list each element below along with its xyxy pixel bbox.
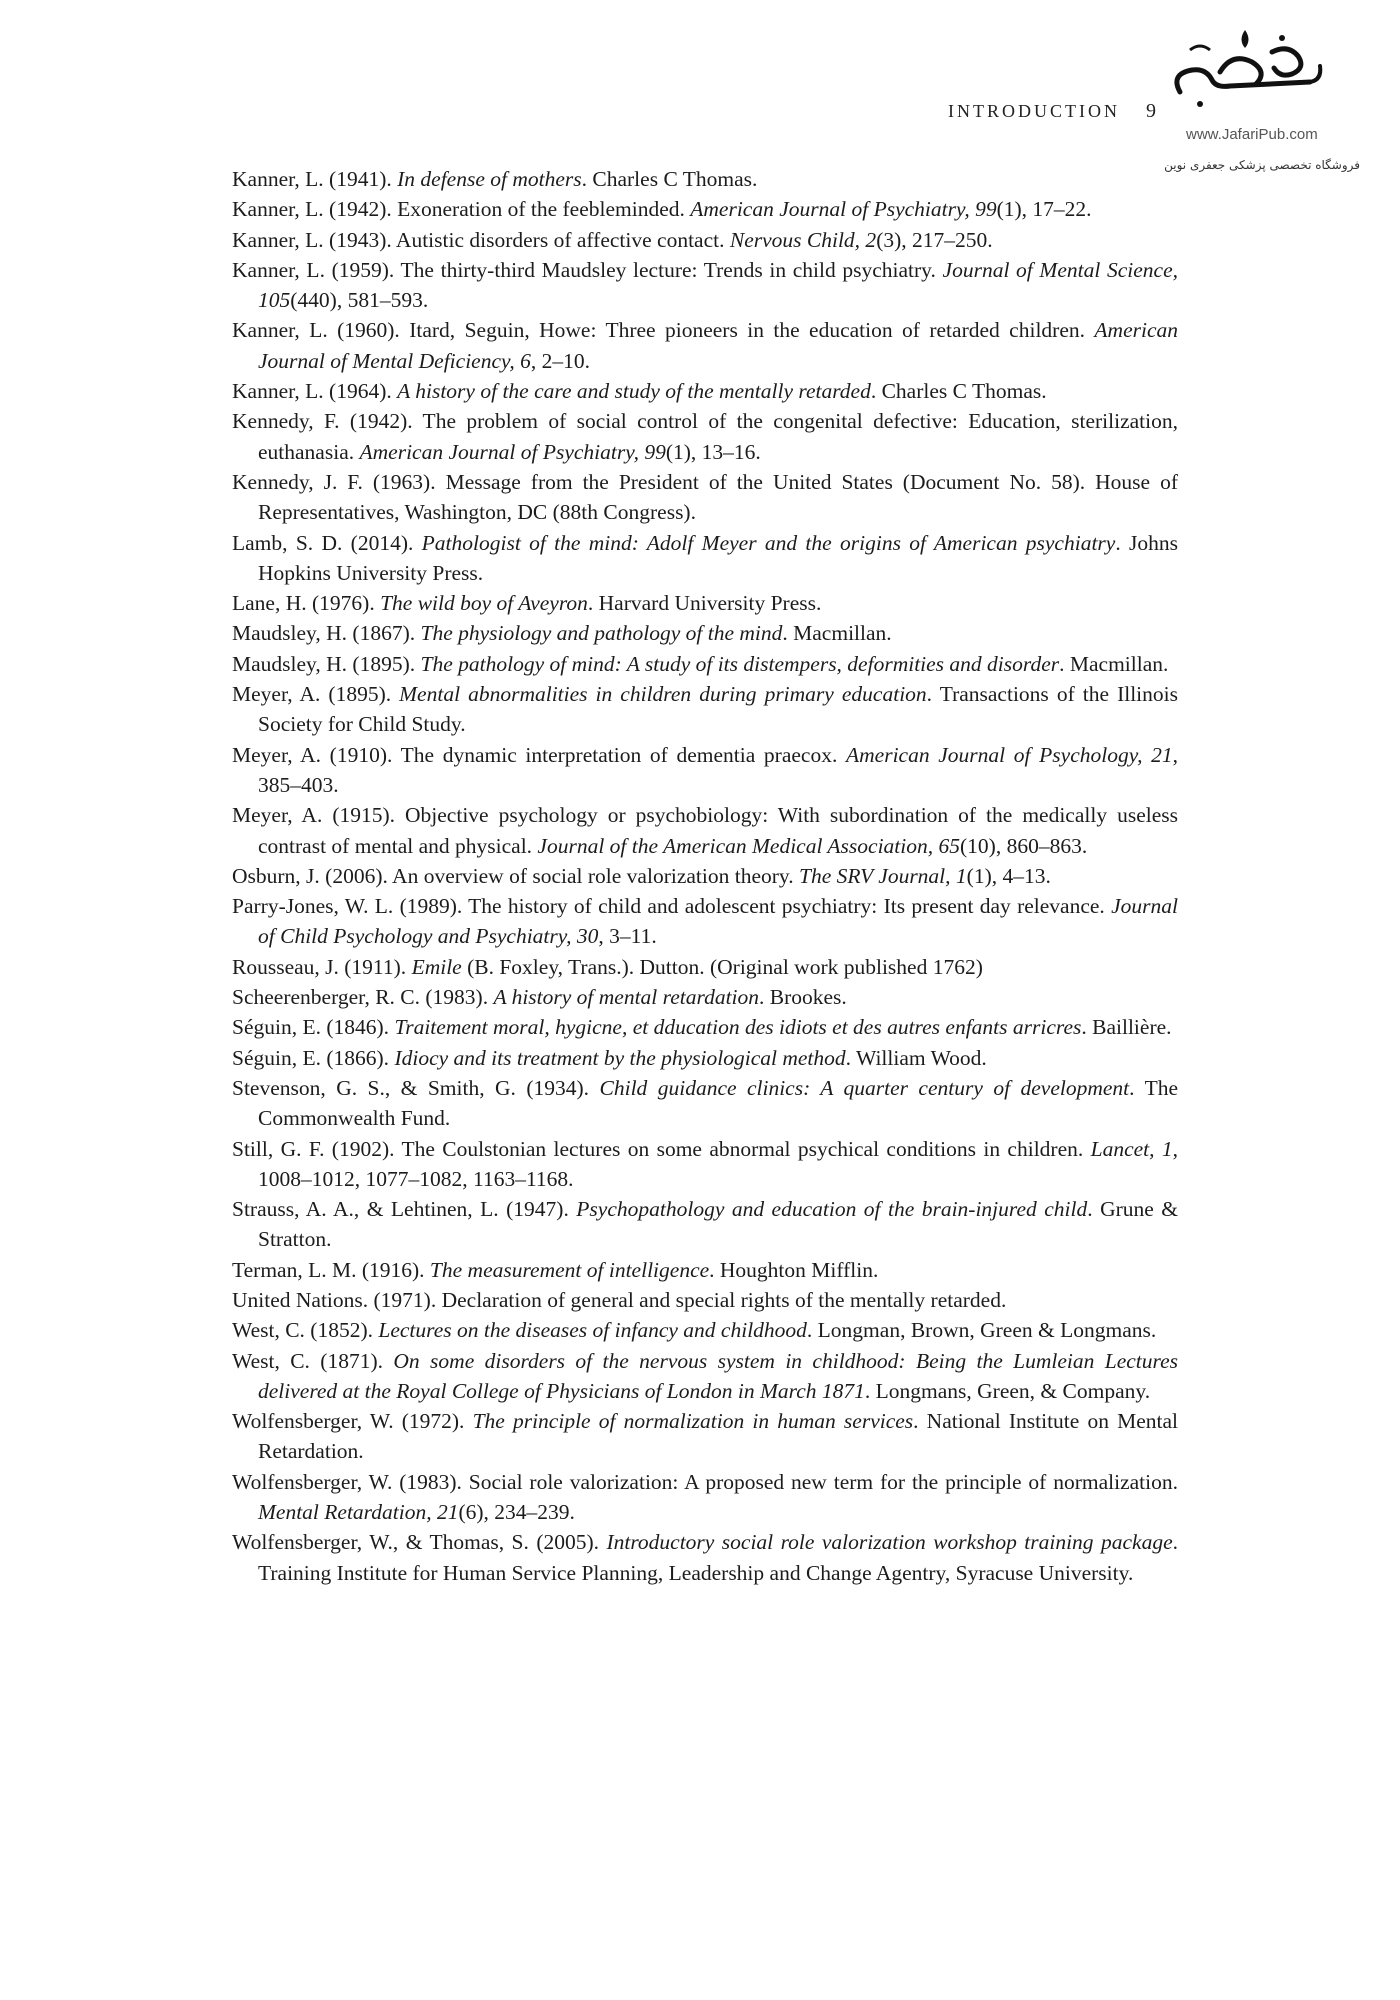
reference-text-tail: , 1008–1012, 1077–1082, 1163–1168. xyxy=(258,1136,1178,1191)
reference-text-tail: , 385–403. xyxy=(258,742,1179,797)
reference-text: Meyer, A. (1895). xyxy=(232,682,400,707)
reference-text: Osburn, J. (2006). An overview of social role valorization theory. xyxy=(232,863,800,888)
reference-entry xyxy=(232,649,1178,679)
reference-source-italic: Lectures on the diseases of infancy and childhood xyxy=(378,1318,807,1343)
reference-text-tail: (6), 234–239. xyxy=(458,1500,575,1525)
reference-text-tail: (1), 4–13. xyxy=(966,863,1051,888)
reference-entry xyxy=(232,528,1178,589)
reference-entry xyxy=(232,1315,1178,1345)
reference-entry xyxy=(232,588,1178,618)
reference-text: United Nations. (1971). Declaration of general and special rights of the mentally retarded. xyxy=(232,1287,1007,1312)
reference-text: West, C. (1852). xyxy=(232,1318,379,1343)
reference-text: Rousseau, J. (1911). xyxy=(232,954,412,979)
reference-text-tail: . Charles C Thomas. xyxy=(870,379,1047,404)
reference-text: Meyer, A. (1910). The dynamic interpretation of dementia praecox. xyxy=(232,742,846,767)
reference-source-italic: On some disorders of the nervous system in childhood: Being the Lumleian Lectures delivered at the Royal College of Physicians of London in March 1871 xyxy=(258,1348,1178,1403)
reference-source-italic: Idiocy and its treatment by the physiological method xyxy=(394,1045,846,1070)
reference-source-italic: Journal of Child Psychology and Psychiatry, 30 xyxy=(258,894,1178,949)
reference-entry xyxy=(232,1134,1178,1195)
reference-entry xyxy=(232,1012,1178,1042)
reference-text-tail: , 3–11. xyxy=(598,924,657,949)
reference-list xyxy=(232,164,1178,1588)
reference-entry xyxy=(232,1527,1178,1588)
reference-source-italic: Pathologist of the mind: Adolf Meyer and the origins of American psychiatry xyxy=(421,530,1116,555)
reference-source-italic: In defense of mothers xyxy=(397,167,582,191)
reference-text: Parry-Jones, W. L. (1989). The history of child and adolescent psychiatry: Its present day relevance. xyxy=(232,894,1112,919)
reference-source-italic: American Journal of Psychiatry, 99 xyxy=(359,439,666,464)
running-title: INTRODUCTION xyxy=(948,101,1120,121)
reference-entry xyxy=(232,1285,1178,1315)
reference-text: Strauss, A. A., & Lehtinen, L. (1947). xyxy=(232,1197,577,1222)
reference-entry xyxy=(232,406,1178,467)
reference-entry xyxy=(232,1194,1178,1255)
reference-text-tail: . Baillière. xyxy=(1081,1015,1172,1040)
reference-source-italic: Journal of Mental Science, 105 xyxy=(258,257,1178,313)
reference-text-tail: . Transactions of the Illinois Society for Child Study. xyxy=(258,682,1178,737)
reference-text-tail: . Longmans, Green, & Company. xyxy=(864,1378,1151,1403)
reference-text: Wolfensberger, W. (1972). xyxy=(232,1409,473,1434)
reference-entry xyxy=(232,1406,1178,1467)
reference-source-italic: Journal of the American Medical Association, 65 xyxy=(537,833,960,858)
reference-text-tail: . Macmillan. xyxy=(1059,651,1169,676)
reference-source-italic: The SRV Journal, 1 xyxy=(799,863,967,888)
reference-text-tail: . Houghton Mifflin. xyxy=(709,1257,879,1282)
reference-text: West, C. (1871). xyxy=(232,1348,394,1373)
reference-entry xyxy=(232,1255,1178,1285)
reference-text-tail: . Brookes. xyxy=(759,985,847,1010)
watermark-url: www.JafariPub.com xyxy=(1186,126,1318,143)
reference-source-italic: A history of the care and study of the mentally retarded xyxy=(397,379,871,404)
reference-entry xyxy=(232,861,1178,891)
reference-source-italic: The principle of normalization in human services xyxy=(472,1409,914,1434)
reference-text: Kanner, L. (1943). Autistic disorders of affective contact. xyxy=(232,227,730,252)
reference-source-italic: The measurement of intelligence xyxy=(429,1257,710,1282)
reference-text: Maudsley, H. (1867). xyxy=(232,621,421,646)
reference-text: Kennedy, J. F. (1963). Message from the President of the United States (Document No. 58). House of Representatives, Washington, DC (88th Congress). xyxy=(232,469,1178,525)
reference-text-tail: , 2–10. xyxy=(530,348,590,373)
reference-source-italic: Nervous Child, 2 xyxy=(729,227,877,252)
reference-text: Terman, L. M. (1916). xyxy=(232,1257,430,1282)
reference-text-tail: . Harvard University Press. xyxy=(587,591,822,616)
reference-text: Séguin, E. (1846). xyxy=(232,1015,395,1040)
reference-entry xyxy=(232,1346,1178,1407)
reference-entry xyxy=(232,891,1178,952)
reference-entry xyxy=(232,1043,1178,1073)
reference-entry xyxy=(232,315,1178,376)
reference-source-italic: American Journal of Mental Deficiency, 6 xyxy=(258,318,1178,373)
reference-entry xyxy=(232,1467,1178,1528)
reference-entry xyxy=(232,618,1178,648)
reference-text: Meyer, A. (1915). Objective psychology or psychobiology: With subordination of the medically useless contrast of mental and physical. xyxy=(232,803,1178,858)
reference-text-tail: (3), 217–250. xyxy=(876,227,993,252)
reference-entry xyxy=(232,225,1178,255)
reference-source-italic: Psychopathology and education of the brain-injured child xyxy=(576,1197,1088,1222)
reference-text: Kennedy, F. (1942). The problem of social control of the congenital defective: Education, sterilization, euthanasia. xyxy=(232,409,1178,464)
page-number: 9 xyxy=(1145,100,1156,122)
reference-text-tail: . Charles C Thomas. xyxy=(581,167,758,191)
reference-text-tail: . William Wood. xyxy=(845,1045,987,1070)
reference-text: Still, G. F. (1902). The Coulstonian lectures on some abnormal psychical conditions in children. xyxy=(232,1136,1091,1161)
reference-text: Kanner, L. (1960). Itard, Seguin, Howe: Three pioneers in the education of retarded children. xyxy=(232,318,1095,343)
reference-text-tail: . Longman, Brown, Green & Longmans. xyxy=(806,1318,1157,1343)
reference-entry xyxy=(232,740,1178,801)
reference-entry xyxy=(232,1073,1178,1134)
reference-text: Séguin, E. (1866). xyxy=(232,1045,395,1070)
reference-source-italic: Traitement moral, hygicne, et dducation des idiots et des autres enfants arricres xyxy=(394,1015,1082,1040)
reference-text-tail: (1), 13–16. xyxy=(665,439,761,464)
reference-text: Maudsley, H. (1895). xyxy=(232,651,421,676)
reference-entry xyxy=(232,952,1178,982)
reference-source-italic: Child guidance clinics: A quarter century of development xyxy=(599,1075,1130,1100)
reference-text: Wolfensberger, W., & Thomas, S. (2005). xyxy=(232,1530,607,1555)
reference-source-italic: The wild boy of Aveyron xyxy=(380,591,588,616)
reference-text: Kanner, L. (1964). xyxy=(232,379,398,404)
reference-source-italic: American Journal of Psychiatry, 99 xyxy=(690,197,997,222)
reference-text-tail: (1), 17–22. xyxy=(996,197,1092,222)
reference-text: Kanner, L. (1941). xyxy=(232,167,398,191)
reference-text: Lamb, S. D. (2014). xyxy=(232,530,422,555)
reference-entry xyxy=(232,376,1178,406)
reference-source-italic: The physiology and pathology of the mind xyxy=(420,621,783,646)
reference-text-tail: . Training Institute for Human Service Planning, Leadership and Change Agentry, Syracuse University. xyxy=(258,1530,1178,1585)
reference-text: Wolfensberger, W. (1983). Social role valorization: A proposed new term for the principle of normalization. xyxy=(232,1469,1178,1494)
reference-source-italic: Emile xyxy=(411,954,462,979)
reference-text-tail: (B. Foxley, Trans.). Dutton. (Original work published 1762) xyxy=(461,954,983,979)
running-head xyxy=(948,100,1156,123)
reference-source-italic: American Journal of Psychology, 21 xyxy=(846,742,1173,767)
watermark-shop-text: فروشگاه تخصصی پزشکی جعفری نوین xyxy=(1164,158,1360,172)
reference-text: Lane, H. (1976). xyxy=(232,591,381,616)
reference-entry xyxy=(232,467,1178,528)
jafari-calligraphy-logo-icon xyxy=(1160,22,1330,112)
reference-text: Stevenson, G. S., & Smith, G. (1934). xyxy=(232,1075,600,1100)
reference-entry xyxy=(232,982,1178,1012)
reference-text-tail: . Grune & Stratton. xyxy=(258,1197,1178,1252)
reference-source-italic: Mental abnormalities in children during primary education xyxy=(399,682,927,707)
reference-text: Kanner, L. (1959). The thirty-third Maudsley lecture: Trends in child psychiatry. xyxy=(232,257,943,282)
reference-source-italic: Lancet, 1 xyxy=(1090,1136,1173,1161)
reference-source-italic: The pathology of mind: A study of its distempers, deformities and disorder xyxy=(420,651,1060,676)
reference-entry xyxy=(232,164,1178,194)
reference-text-tail: . The Commonwealth Fund. xyxy=(258,1075,1178,1131)
publisher-watermark xyxy=(1130,22,1360,172)
reference-entry xyxy=(232,800,1178,861)
reference-text-tail: . National Institute on Mental Retardation. xyxy=(258,1409,1178,1464)
reference-text-tail: (440), 581–593. xyxy=(290,288,429,313)
reference-text-tail: (10), 860–863. xyxy=(960,833,1088,858)
reference-entry xyxy=(232,194,1178,224)
reference-text: Kanner, L. (1942). Exoneration of the feebleminded. xyxy=(232,197,691,222)
reference-source-italic: Mental Retardation, 21 xyxy=(258,1500,459,1525)
reference-text-tail: . Johns Hopkins University Press. xyxy=(258,530,1178,585)
reference-entry xyxy=(232,255,1178,316)
reference-source-italic: A history of mental retardation xyxy=(493,985,760,1010)
reference-entry xyxy=(232,679,1178,740)
reference-source-italic: Introductory social role valorization workshop training package xyxy=(606,1530,1173,1555)
reference-text-tail: . Macmillan. xyxy=(782,621,892,646)
reference-text: Scheerenberger, R. C. (1983). xyxy=(232,985,494,1010)
